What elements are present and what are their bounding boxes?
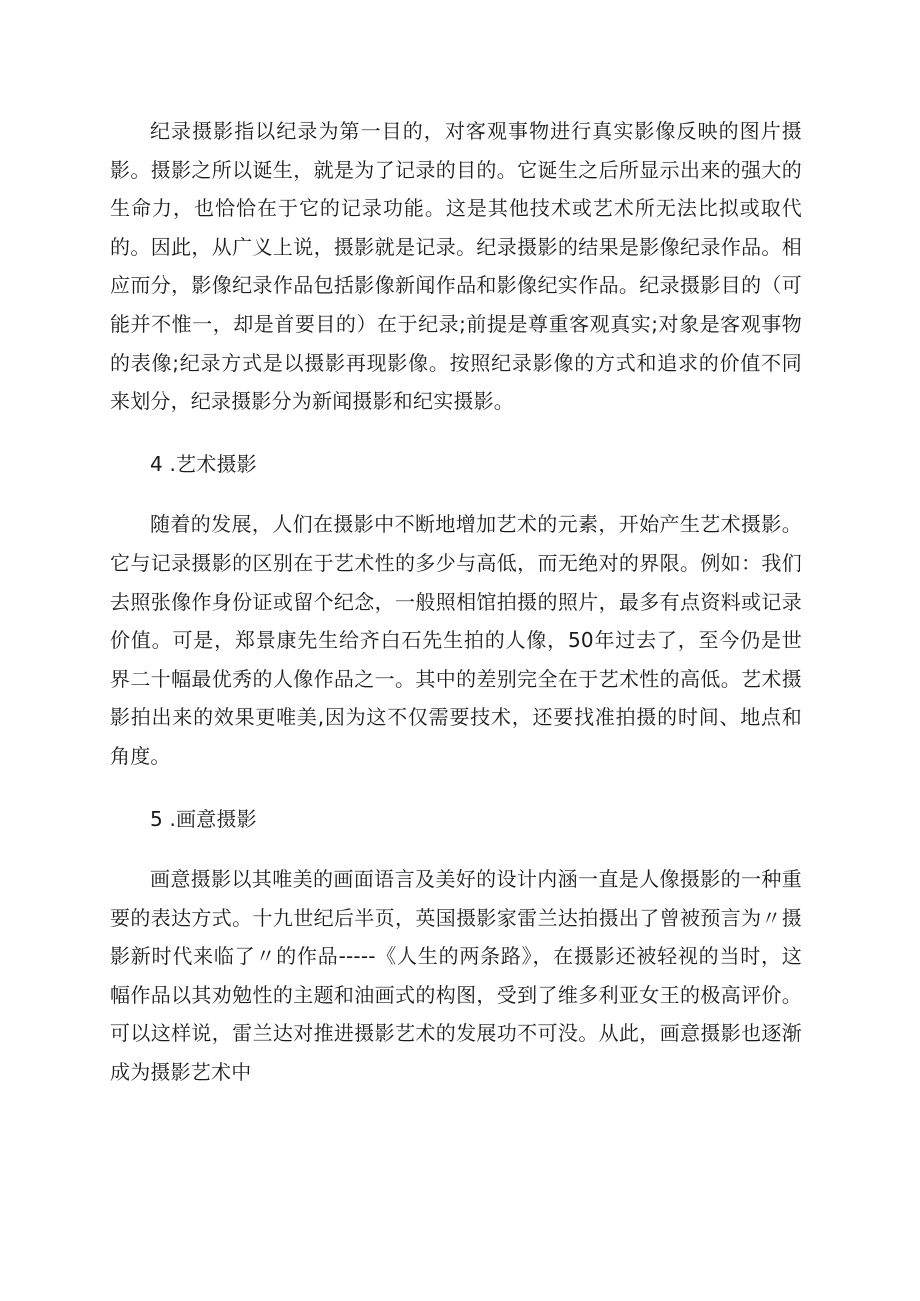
section-heading-pictorial-photography: 5 .画意摄影 — [150, 806, 257, 831]
paragraph-art-photography: 随着的发展，人们在摄影中不断地增加艺术的元素，开始产生艺术摄影。它与记录摄影的区别在于艺术性的多少与高低，而无绝对的界限。例如：我们去照张像作身份证或留个纪念，一般照相馆拍摄的照片，最多有点资料或记录价值。可是，郑景康先生给齐白石先生拍的人像，50年过去了，至今仍是世界二十幅最优秀的人像作品之一。其中的差别完全在于艺术性的高低。艺术摄影拍出来的效果更唯美,因为这不仅需要技术，还要找准拍摄的时间、地点和角度。 — [110, 512, 802, 768]
document-body — [110, 112, 802, 1116]
paragraph-documentary-photography: 纪录摄影指以纪录为第一目的，对客观事物进行真实影像反映的图片摄影。摄影之所以诞生，就是为了记录的目的。它诞生之后所显示出来的强大的生命力，也恰恰在于它的记录功能。这是其他技术或艺术所无法比拟或取代的。因此，从广义上说，摄影就是记录。纪录摄影的结果是影像纪录作品。相应而分，影像纪录作品包括影像新闻作品和影像纪实作品。纪录摄影目的（可能并不惟一，却是首要目的）在于纪录;前提是尊重客观真实;对象是客观事物的表像;纪录方式是以摄影再现影像。按照纪录影像的方式和追求的价值不同来划分，纪录摄影分为新闻摄影和纪实摄影。 — [110, 119, 802, 414]
paragraph-pictorial-photography: 画意摄影以其唯美的画面语言及美好的设计内涵一直是人像摄影的一种重要的表达方式。十九世纪后半页，英国摄影家雷兰达拍摄出了曾被预言为〃摄影新时代来临了〃的作品-----《人生的两条路》，在摄影还被轻视的当时，这幅作品以其劝勉性的主题和油画式的构图，受到了维多利亚女王的极高评价。可以这样说，雷兰达对推进摄影艺术的发展功不可没。从此，画意摄影也逐渐成为摄影艺术中 — [110, 867, 802, 1085]
section-heading-art-photography: 4 .艺术摄影 — [150, 451, 257, 476]
